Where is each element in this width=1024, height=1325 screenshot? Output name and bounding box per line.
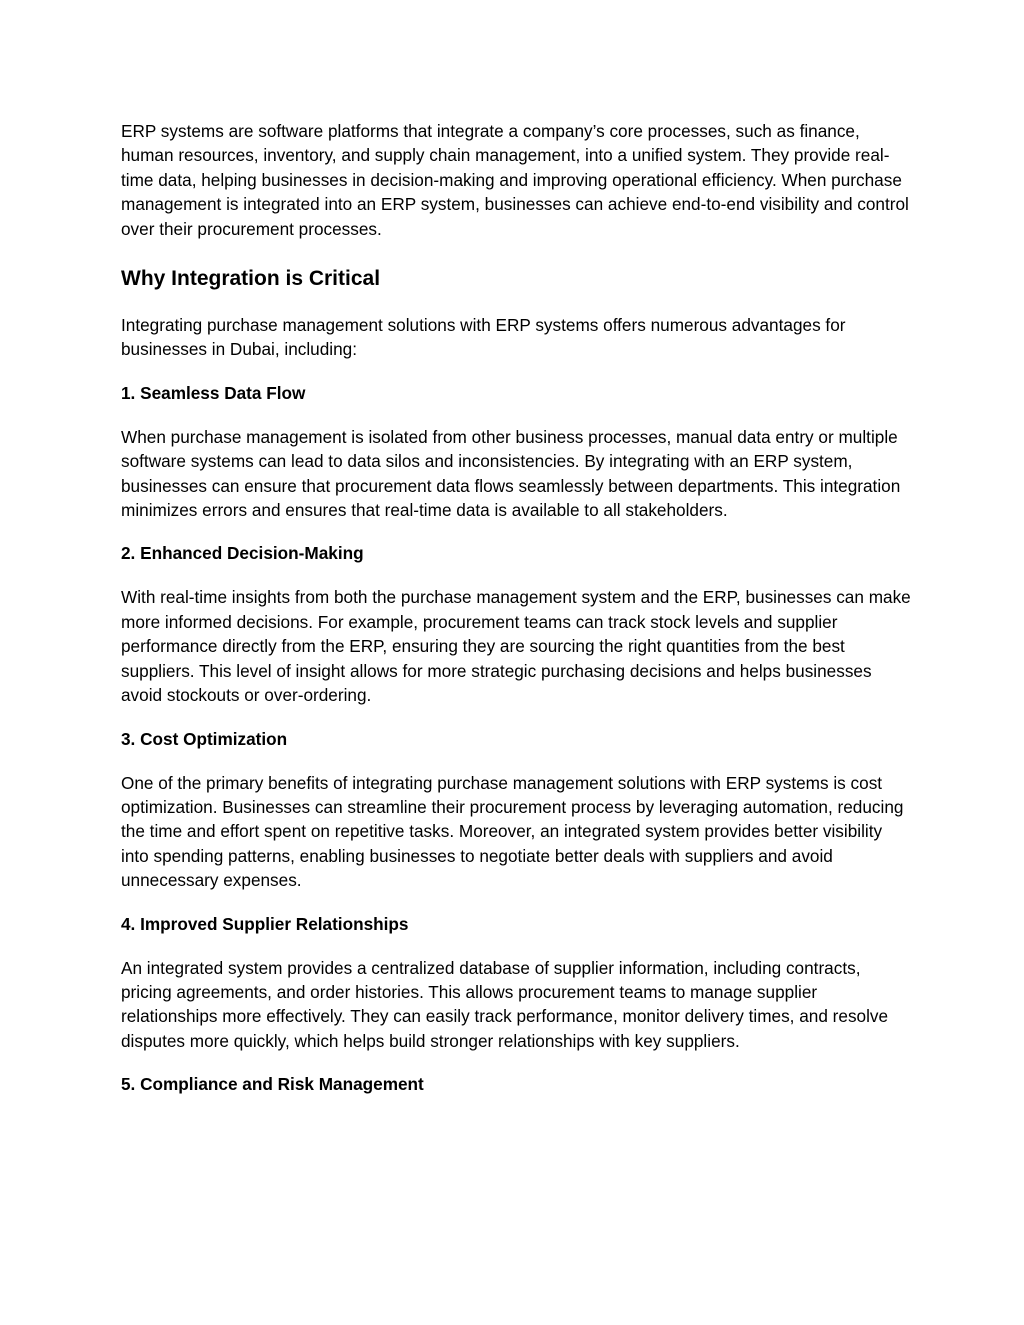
item-body-enhanced-decision-making: With real-time insights from both the purchase management system and the ERP, businesses can make more informed decisions. For example, procurement teams can track stock levels and supplier performance directly from the ERP, ensuring they are sourcing the right quantities from the best suppliers. This level of insight allows for more strategic purchasing decisions and helps businesses avoid stockouts or over-ordering. <box>121 587 911 706</box>
section-heading: Why Integration is Critical <box>121 267 381 291</box>
item-body-seamless-data-flow: When purchase management is isolated from other business processes, manual data entry or multiple software systems can lead to data silos and inconsistencies. By integrating with an ERP system, businesses can ensure that procurement data flows seamlessly between departments. This integration minimizes errors and ensures that real-time data is available to all stakeholders. <box>121 426 901 521</box>
intro-paragraph: ERP systems are software platforms that integrate a company’s core processes, such as finance, human resources, inventory, and supply chain management, into a unified system. They provide real-time data, helping businesses in decision-making and improving operational efficiency. When purchase management is integrated into an ERP system, businesses can achieve end-to-end visibility and control over their procurement processes. <box>121 121 909 239</box>
item-heading-improved-supplier-relationships: 4. Improved Supplier Relationships <box>121 913 409 934</box>
item-heading-cost-optimization: 3. Cost Optimization <box>121 728 288 749</box>
item-body-improved-supplier-relationships: An integrated system provides a centralized database of supplier information, including contracts, pricing agreements, and order histories. This allows procurement teams to manage supplier relationships more effectively. They can easily track performance, monitor delivery times, and resolve disputes more quickly, which helps build stronger relationships with key suppliers. <box>121 957 889 1051</box>
item-body-cost-optimization: One of the primary benefits of integrating purchase management solutions with ERP systems is cost optimization. Businesses can streamline their procurement process by leveraging automation, reducing the time and effort spent on repetitive tasks. Moreover, an integrated system provides better visibility into spending patterns, enabling businesses to negotiate better deals with suppliers and avoid unnecessary expenses. <box>121 772 904 891</box>
section-intro-paragraph: Integrating purchase management solutions with ERP systems offers numerous advantages for businesses in Dubai, including: <box>121 315 846 360</box>
item-heading-enhanced-decision-making: 2. Enhanced Decision-Making <box>121 543 364 564</box>
item-heading-compliance-risk-management: 5. Compliance and Risk Management <box>121 1074 424 1095</box>
document-page <box>121 119 911 1096</box>
item-heading-seamless-data-flow: 1. Seamless Data Flow <box>121 382 306 403</box>
